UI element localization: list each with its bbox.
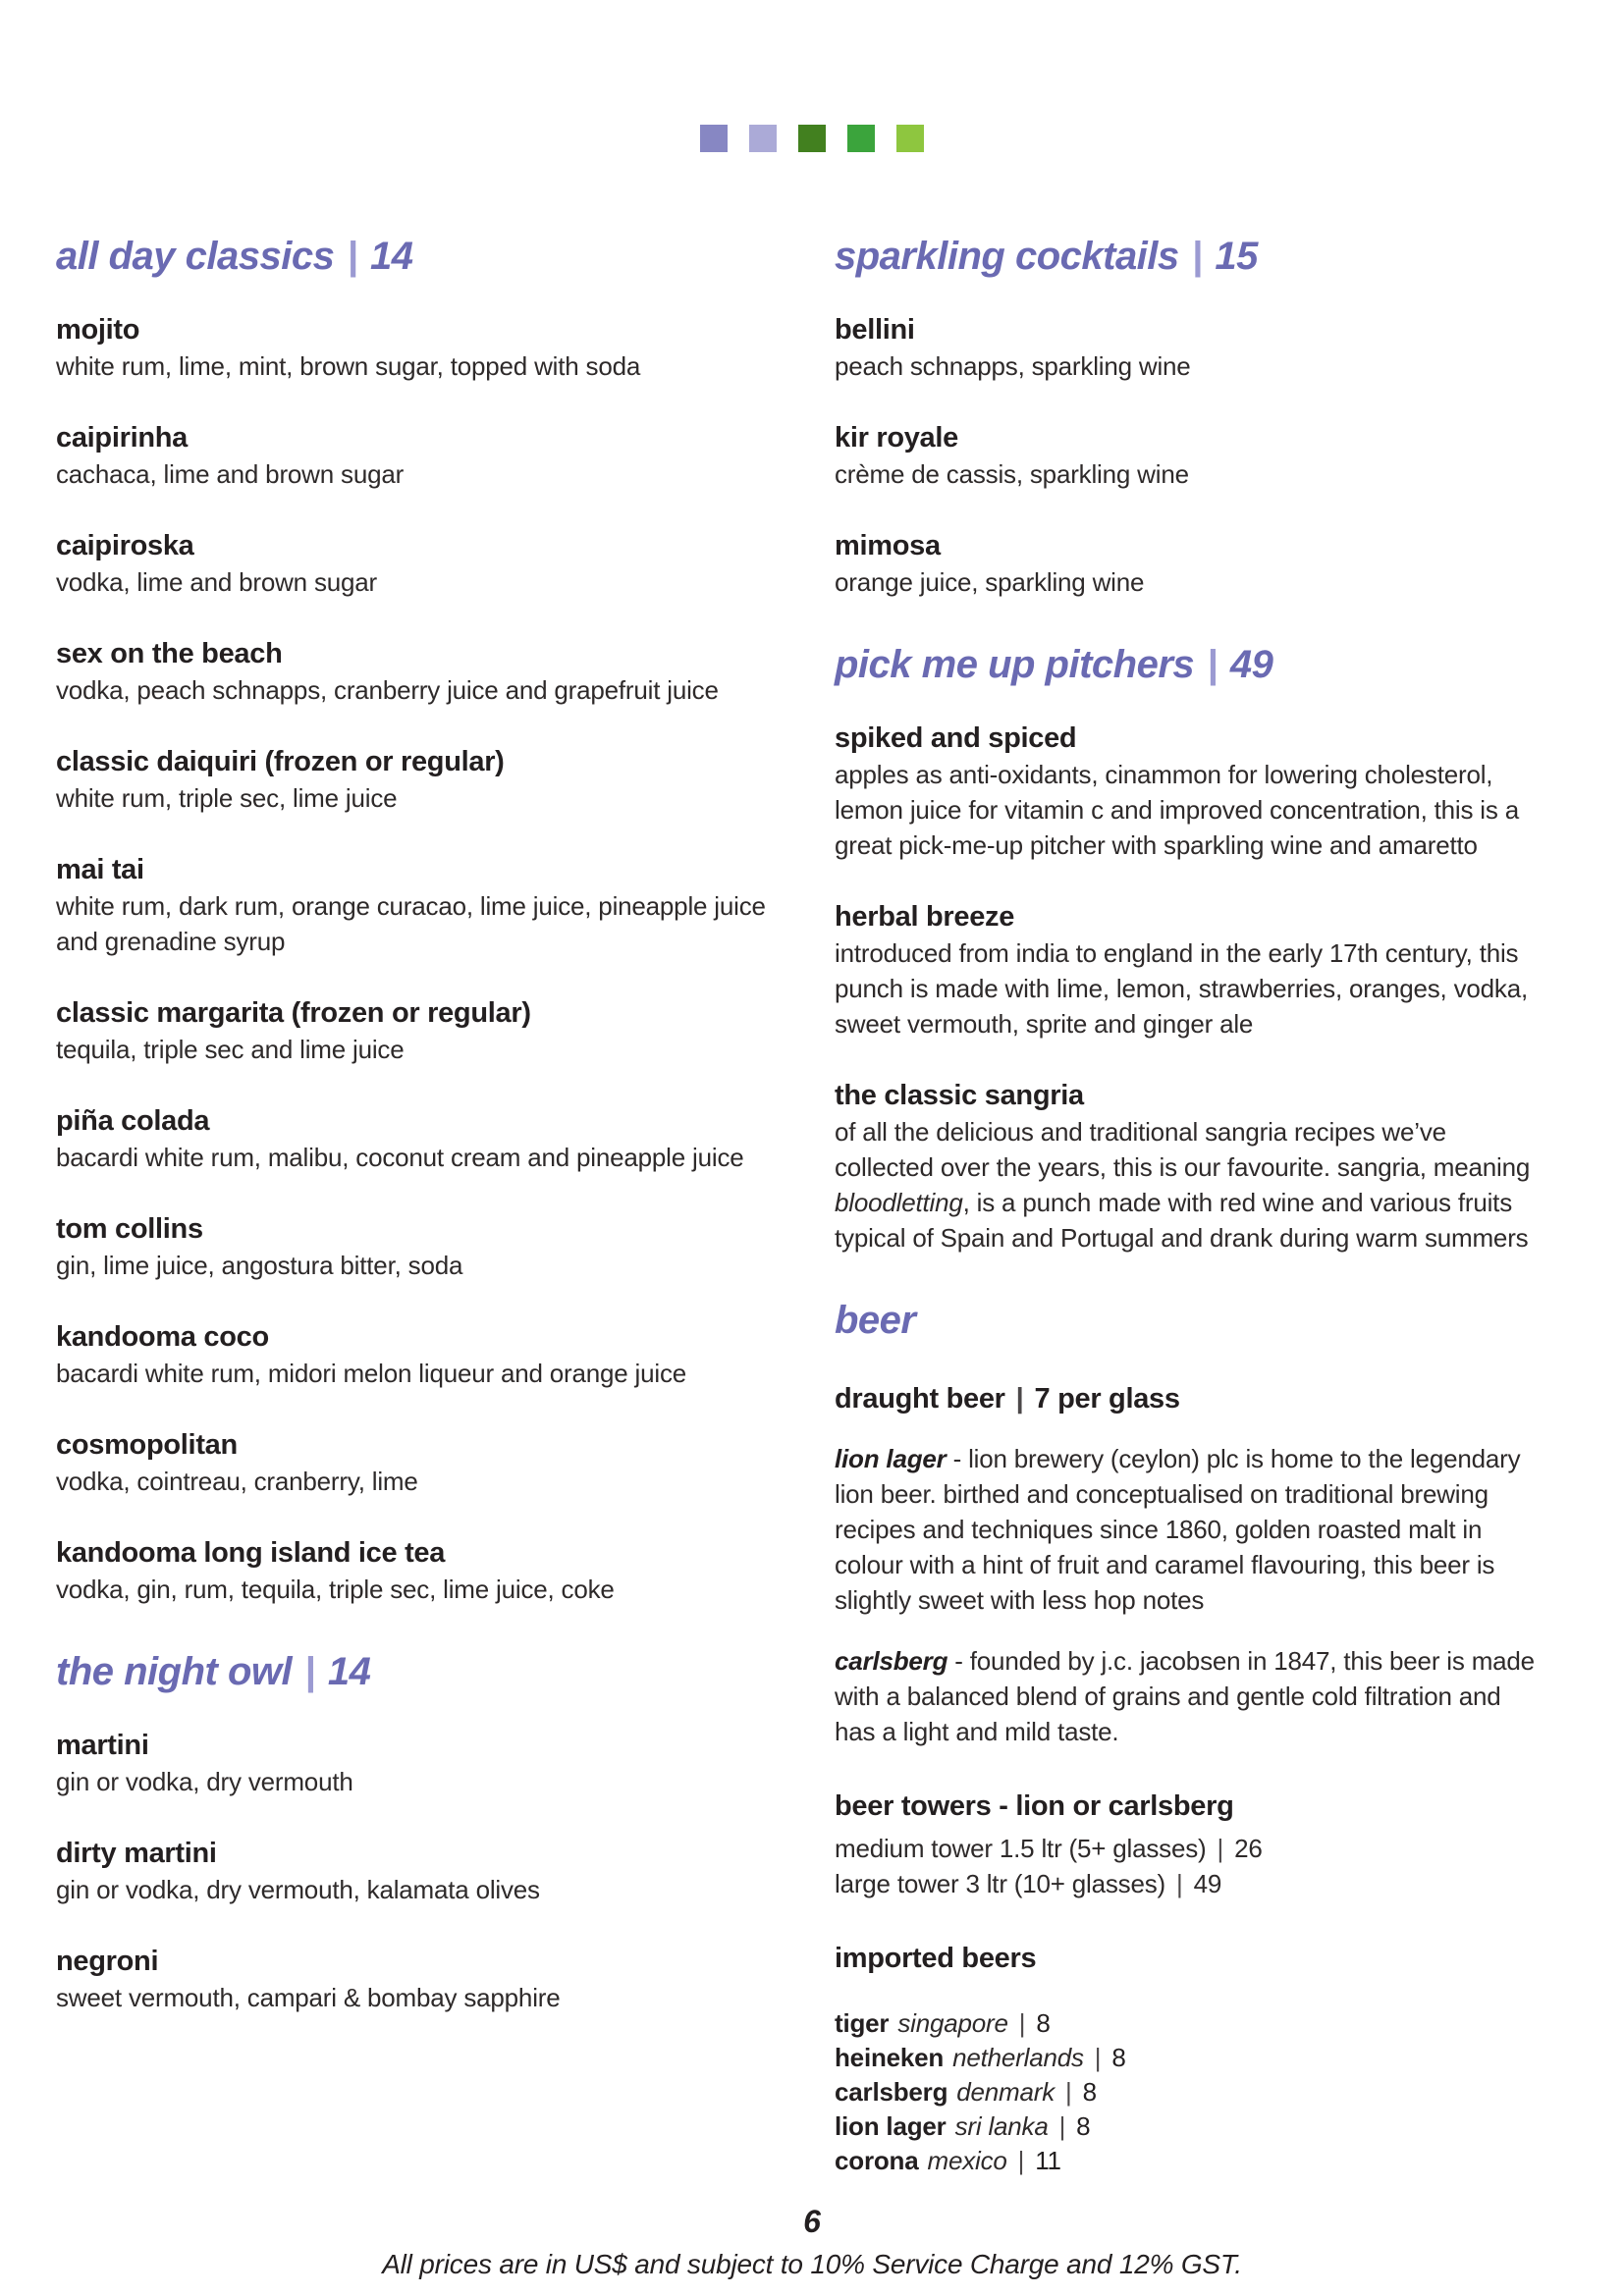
para-line: lion beer. birthed and conceptualised on traditional brewing (835, 1479, 1489, 1510)
beer-name-lead: carlsberg (835, 1646, 948, 1677)
item-name: classic margarita (frozen or regular) (56, 996, 531, 1029)
item-desc: vodka, cointreau, cranberry, lime (56, 1466, 418, 1496)
item-desc: tequila, triple sec and lime juice (56, 1034, 405, 1064)
pipe-separator: | (1017, 2146, 1025, 2176)
menu-item-sex-on-the-beach (56, 636, 785, 708)
desc-line: of all the delicious and traditional sangria recipes we’ve (835, 1116, 1446, 1147)
menu-item-kandooma-coco (56, 1319, 785, 1391)
decor-square (847, 125, 875, 152)
item-name: kandooma long island ice tea (56, 1536, 446, 1569)
beer-name: lion lager (835, 2111, 947, 2142)
italic-term: bloodletting (835, 1187, 963, 1217)
item-name: the classic sangria (835, 1079, 1084, 1111)
decor-squares (0, 0, 1624, 152)
section-title: pick me up pitchers (835, 642, 1195, 686)
menu-item-mimosa (835, 528, 1581, 600)
para-line: recipes and techniques since 1860, golden roasted malt in (835, 1515, 1483, 1545)
item-name: negroni (56, 1945, 159, 1977)
menu-item-kir-royale (835, 420, 1581, 492)
item-name: herbal breeze (835, 900, 1015, 933)
desc-line: great pick-me-up pitcher with sparkling wine and amaretto (835, 829, 1478, 860)
pipe-separator: | (1176, 1869, 1183, 1899)
left-column (56, 235, 785, 2178)
item-name: bellini (835, 313, 915, 346)
para-line: with a balanced blend of grains and gentle cold filtration and (835, 1682, 1501, 1712)
desc-line: introduced from india to england in the early 17th century, this (835, 937, 1519, 968)
item-desc: sweet vermouth, campari & bombay sapphire (56, 1982, 561, 2012)
section-heading-beer (835, 1299, 1581, 1343)
desc-line: sweet vermouth, sprite and ginger ale (835, 1008, 1254, 1039)
item-desc: white rum, lime, mint, brown sugar, topped with soda (56, 350, 641, 381)
beer-name: tiger (835, 2008, 890, 2039)
menu-item-martini (56, 1728, 785, 1799)
item-name: tom collins (56, 1212, 203, 1245)
section-beer (835, 1299, 1581, 2179)
para-line-text: - lion brewery (ceylon) plc is home to the legendary (946, 1444, 1521, 1474)
section-title: the night owl (56, 1649, 293, 1693)
item-name: piña colada (56, 1104, 210, 1137)
tower-label: medium tower 1.5 ltr (5+ glasses) (835, 1834, 1207, 1864)
beer-origin: netherlands (952, 2043, 1084, 2073)
para-line-text: - founded by j.c. jacobsen in 1847, this beer is made (947, 1646, 1535, 1677)
item-desc: peach schnapps, sparkling wine (835, 350, 1191, 381)
beer-price: 8 (1036, 2008, 1051, 2039)
section-title: beer (835, 1298, 916, 1342)
item-name: martini (56, 1729, 149, 1761)
decor-square (749, 125, 777, 152)
beer-price: 8 (1076, 2111, 1091, 2142)
desc-line: typical of Spain and Portugal and drank during warm summers (835, 1222, 1529, 1253)
decor-square (896, 125, 924, 152)
item-name: mai tai (56, 853, 144, 885)
section-price: 15 (1215, 235, 1258, 278)
section-price: 14 (370, 235, 413, 278)
item-name: sex on the beach (56, 637, 283, 669)
desc-line: punch is made with lime, lemon, strawberries, oranges, vodka, (835, 973, 1529, 1003)
menu-item-classic-daiquiri (56, 744, 785, 816)
item-desc (56, 888, 785, 959)
desc-line-text: , is a punch made with red wine and various fruits (962, 1187, 1513, 1217)
subhead-draught-beer (835, 1383, 1581, 1415)
beer-name: corona (835, 2146, 919, 2176)
item-name: mojito (56, 313, 140, 346)
page-number: 6 (803, 2204, 821, 2239)
beer-price: 11 (1035, 2146, 1061, 2176)
menu-item-dirty-martini (56, 1836, 785, 1907)
menu-item-negroni (56, 1944, 785, 2015)
section-heading-the-night-owl (56, 1650, 785, 1694)
desc-line: collected over the years, this is our favourite. sangria, meaning (835, 1151, 1531, 1182)
beer-origin: sri lanka (954, 2111, 1049, 2142)
para-line (835, 1643, 1581, 1679)
menu-content (0, 235, 1624, 2178)
right-column (835, 235, 1581, 2178)
section-heading-sparkling-cocktails (835, 235, 1581, 279)
pipe-separator: | (1065, 2077, 1072, 2108)
beer-name: carlsberg (835, 2077, 948, 2108)
menu-item-caipirinha (56, 420, 785, 492)
menu-item-cosmopolitan (56, 1427, 785, 1499)
beer-name: heineken (835, 2043, 945, 2073)
item-desc: white rum, triple sec, lime juice (56, 782, 398, 813)
beer-paragraph-carlsberg (835, 1643, 1581, 1749)
item-desc: orange juice, sparkling wine (835, 566, 1145, 597)
menu-item-mojito (56, 312, 785, 384)
item-name: caipiroska (56, 529, 194, 561)
menu-item-bellini (835, 312, 1581, 384)
tower-row-large (835, 1866, 1581, 1901)
desc-line: white rum, dark rum, orange curacao, lime juice, pineapple juice (56, 890, 766, 921)
section-pick-me-up-pitchers (835, 643, 1581, 1255)
beer-paragraph-lion-lager (835, 1441, 1581, 1618)
subhead-label: imported beers (835, 1943, 1037, 1975)
subhead-label: beer towers - lion or carlsberg (835, 1790, 1234, 1823)
item-name: kir royale (835, 421, 958, 454)
item-name: dirty martini (56, 1837, 217, 1869)
menu-item-classic-margarita (56, 995, 785, 1067)
tower-price: 49 (1193, 1869, 1222, 1899)
section-title: all day classics (56, 235, 335, 278)
item-desc (835, 1114, 1581, 1255)
pipe-separator: | (347, 235, 358, 278)
desc-line: lemon juice for vitamin c and improved concentration, this is a (835, 794, 1519, 825)
item-name: kandooma coco (56, 1320, 269, 1353)
pipe-separator: | (1191, 235, 1203, 278)
pipe-separator: | (1207, 642, 1218, 686)
section-price: 14 (327, 1649, 371, 1693)
item-name: mimosa (835, 529, 941, 561)
imported-beer-row-tiger (835, 2006, 1581, 2041)
pipe-separator: | (1018, 2008, 1026, 2039)
imported-beers-list (835, 2006, 1581, 2178)
beer-price: 8 (1082, 2077, 1097, 2108)
item-name: cosmopolitan (56, 1428, 238, 1461)
menu-item-caipiroska (56, 528, 785, 600)
beer-origin: singapore (897, 2008, 1008, 2039)
item-desc: vodka, lime and brown sugar (56, 566, 378, 597)
tower-label: large tower 3 ltr (10+ glasses) (835, 1869, 1166, 1899)
pipe-separator: | (1094, 2043, 1102, 2073)
beer-name-lead: lion lager (835, 1444, 947, 1474)
section-sparkling-cocktails (835, 235, 1581, 600)
pipe-separator: | (1015, 1383, 1024, 1415)
item-desc: cachaca, lime and brown sugar (56, 458, 405, 489)
menu-item-herbal-breeze (835, 899, 1581, 1041)
subhead-price-note: 7 per glass (1034, 1383, 1180, 1415)
tower-price: 26 (1234, 1834, 1263, 1864)
tower-row-medium (835, 1831, 1581, 1866)
para-line (835, 1441, 1581, 1476)
menu-item-kandooma-long-island-ice-tea (56, 1535, 785, 1607)
imported-beer-row-lion-lager (835, 2109, 1581, 2144)
item-name: classic daiquiri (frozen or regular) (56, 745, 505, 777)
section-all-day-classics (56, 235, 785, 1607)
menu-item-tom-collins (56, 1211, 785, 1283)
beer-origin: mexico (927, 2146, 1007, 2176)
desc-line: apples as anti-oxidants, cinammon for lowering cholesterol, (835, 759, 1493, 789)
para-line: has a light and mild taste. (835, 1717, 1119, 1747)
decor-square (700, 125, 728, 152)
menu-item-pina-colada (56, 1103, 785, 1175)
subhead-beer-towers (835, 1790, 1581, 1823)
subhead-imported-beers (835, 1943, 1581, 1975)
menu-item-mai-tai (56, 852, 785, 959)
item-desc: gin or vodka, dry vermouth (56, 1766, 353, 1796)
item-desc: vodka, peach schnapps, cranberry juice and grapefruit juice (56, 674, 719, 705)
item-name: spiked and spiced (835, 721, 1077, 754)
para-line: slightly sweet with less hop notes (835, 1585, 1205, 1616)
section-price: 49 (1229, 642, 1273, 686)
desc-line: and grenadine syrup (56, 926, 286, 956)
item-desc: gin or vodka, dry vermouth, kalamata olives (56, 1874, 540, 1904)
page-footer (0, 2204, 1624, 2280)
menu-item-spiked-and-spiced (835, 721, 1581, 863)
section-title: sparkling cocktails (835, 235, 1179, 278)
pipe-separator: | (1058, 2111, 1066, 2142)
item-desc (835, 757, 1581, 863)
imported-beer-row-carlsberg (835, 2075, 1581, 2109)
item-desc: bacardi white rum, midori melon liqueur and orange juice (56, 1358, 687, 1388)
beer-price: 8 (1111, 2043, 1126, 2073)
item-desc: crème de cassis, sparkling wine (835, 458, 1189, 489)
item-name: caipirinha (56, 421, 188, 454)
menu-item-the-classic-sangria (835, 1078, 1581, 1255)
imported-beer-row-heineken (835, 2041, 1581, 2075)
para-line: colour with a hint of fruit and caramel flavouring, this beer is (835, 1550, 1495, 1580)
subhead-label: draught beer (835, 1383, 1005, 1415)
item-desc: bacardi white rum, malibu, coconut cream and pineapple juice (56, 1142, 744, 1172)
pipe-separator: | (1217, 1834, 1224, 1864)
imported-beer-row-corona (835, 2144, 1581, 2178)
section-the-night-owl (56, 1650, 785, 2015)
footer-note: All prices are in US$ and subject to 10% Service Charge and 12% GST. (382, 2249, 1242, 2279)
beer-origin: denmark (956, 2077, 1056, 2108)
item-desc (835, 935, 1581, 1041)
desc-line (835, 1185, 1581, 1220)
item-desc: gin, lime juice, angostura bitter, soda (56, 1250, 463, 1280)
decor-square (798, 125, 826, 152)
section-heading-all-day-classics (56, 235, 785, 279)
item-desc: vodka, gin, rum, tequila, triple sec, lime juice, coke (56, 1574, 615, 1604)
pipe-separator: | (304, 1649, 315, 1693)
section-heading-pick-me-up-pitchers (835, 643, 1581, 687)
